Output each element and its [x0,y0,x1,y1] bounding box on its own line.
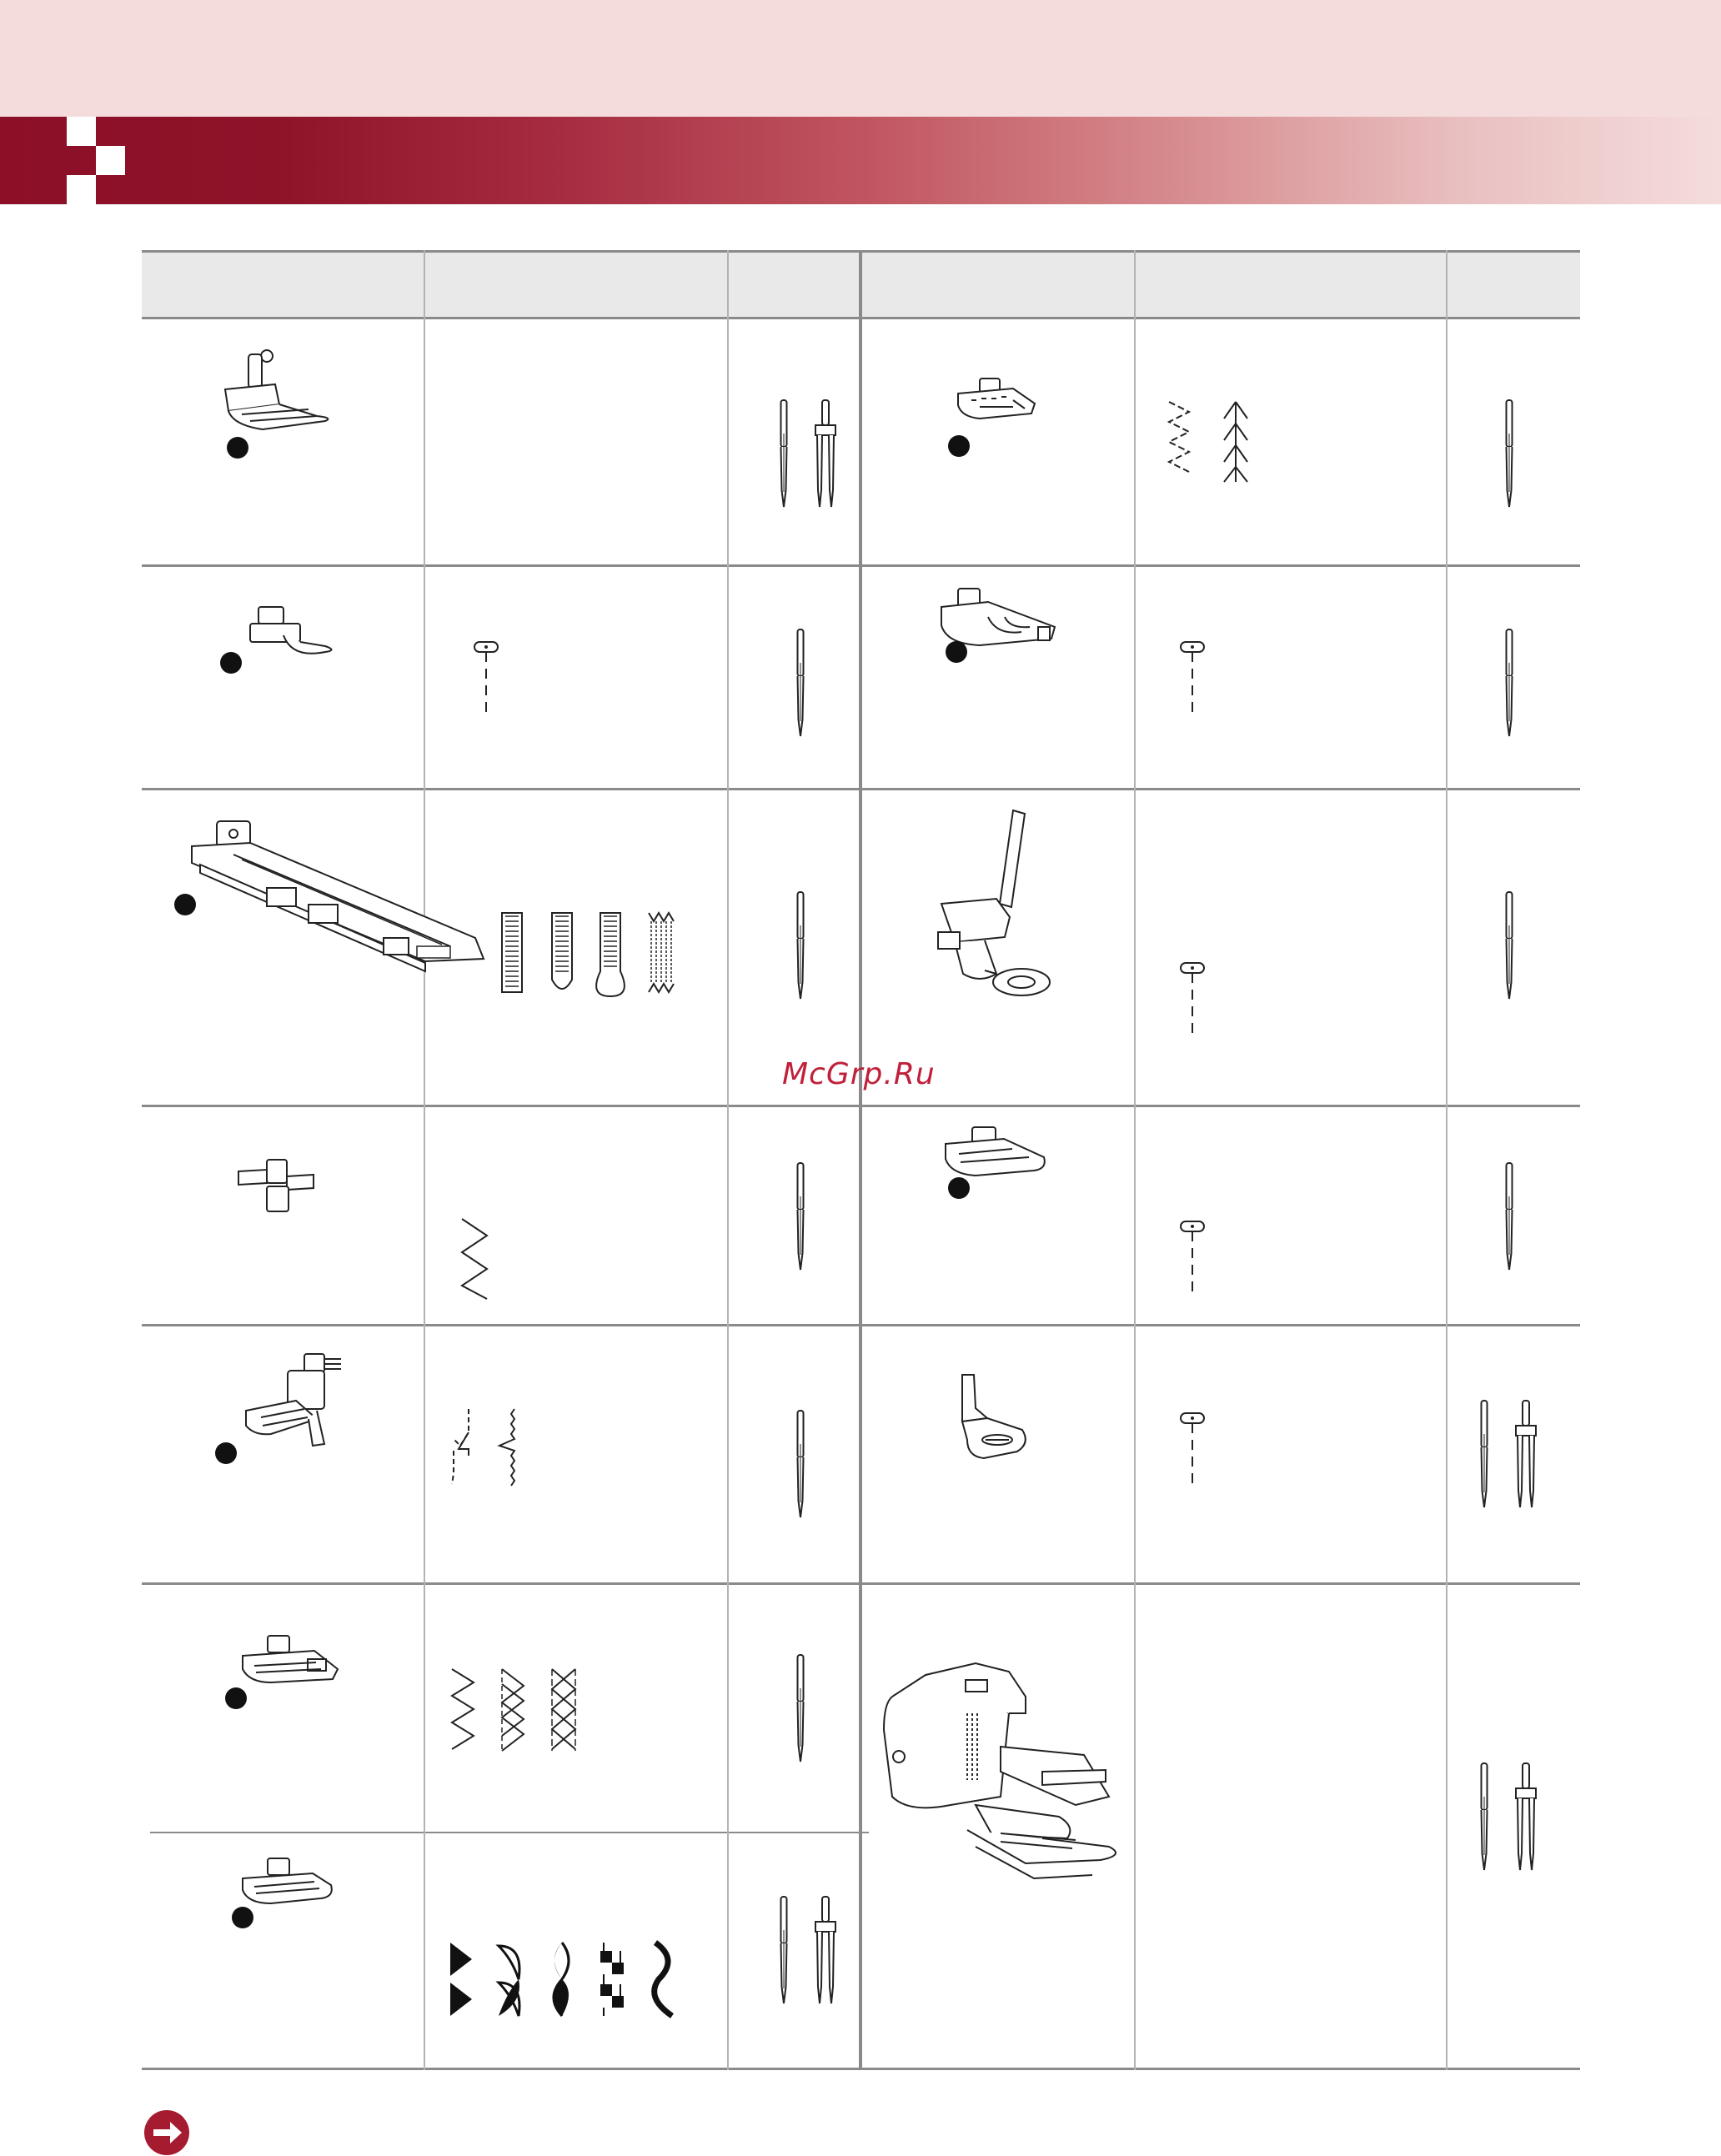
needle-set [1476,1401,1543,1517]
header-band [0,0,1721,117]
satin-leaf-icon [554,1943,569,2016]
blind-hem-foot-icon [238,1352,354,1461]
button-sewing-foot-icon [233,1155,325,1221]
straight-stitch-icon [1180,1221,1205,1305]
zigzag-overcast-icon [452,1669,474,1749]
feather-stitch-icon [1224,402,1247,482]
satin-triangle-icon [450,1943,472,2016]
needle-set [775,1897,842,2013]
double-overcast-icon [502,1669,524,1751]
needle-set [1476,1763,1543,1880]
arrow-right-circle-icon[interactable] [143,2109,190,2156]
single-needle-icon [792,892,809,1005]
straight-stitch-icon [1180,642,1205,725]
buttonhole-stitches [502,913,685,1005]
single-needle-icon [1501,400,1518,513]
watermark: McGrp.Ru [782,1057,936,1091]
single-needle-icon [1501,1163,1518,1276]
single-needle-icon [792,629,809,742]
straight-stitch-icon [474,642,499,725]
zipper-foot-icon [233,600,342,675]
needle-set [775,400,842,517]
straight-stitch-foot-icon [951,1371,1042,1472]
satin-block-icon [600,1943,624,2016]
tricot-stitch-icon [1169,402,1189,472]
single-needle-icon [792,1655,809,1767]
presser-foot-table [142,250,1580,2070]
zigzag-stitch-icon [459,1217,492,1301]
satin-wave-icon [655,1943,672,2016]
straight-stitch-icon [1180,963,1205,1046]
hemmer-stitches [1167,400,1267,484]
walking-foot-icon [876,1663,1126,1905]
stretch-blind-hem-stitch-icon [499,1409,514,1486]
single-needle-icon [792,1163,809,1276]
buttonhole-round-icon [552,913,572,989]
satin-stitches [450,1943,684,2018]
single-needle-icon [1501,892,1518,1005]
overcast-foot-icon [238,1632,346,1699]
hemmer-foot-icon [955,375,1046,442]
overcast-stitches [450,1667,592,1751]
overlock-icon [552,1669,575,1751]
buttonhole-square-icon [502,913,522,992]
blind-hem-stitch-icon [452,1409,469,1484]
buttonhole-keyhole-icon [596,913,625,996]
darning-foot-icon [930,807,1063,1007]
single-needle-icon [1501,629,1518,742]
straight-stitch-icon [1180,1413,1205,1497]
blind-hem-stitches [452,1409,535,1492]
header-bar [0,117,1721,204]
satin-crescent-icon [499,1946,519,2016]
buttonhole-stretch-icon [649,913,674,992]
single-needle-icon [792,1411,809,1523]
buttonhole-foot-icon [175,813,492,1013]
